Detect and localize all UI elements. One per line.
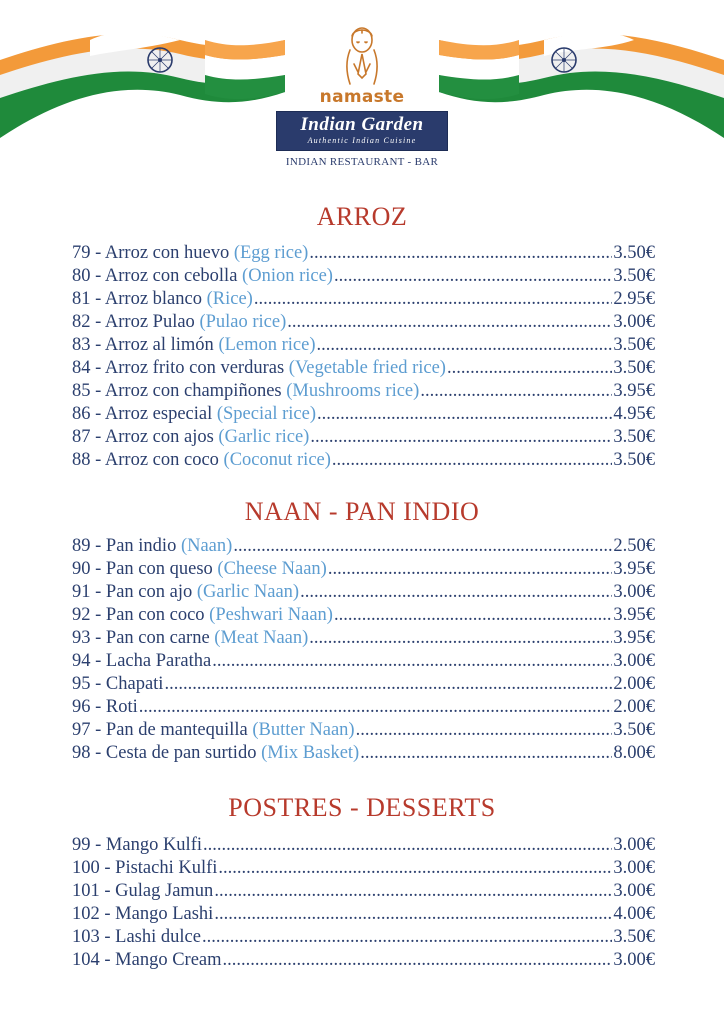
item-name-en: (Meat Naan) <box>214 628 309 648</box>
item-name <box>72 581 299 604</box>
item-name-en: (Pulao rice) <box>199 312 287 332</box>
section-title-postres: POSTRES - DESSERTS <box>228 793 496 822</box>
restaurant-type: INDIAN RESTAURANT - BAR <box>285 156 439 168</box>
item-price: 3.95€ <box>613 559 655 579</box>
dot-leader <box>300 581 612 604</box>
item-name-es: 94 - Lacha Paratha <box>72 651 212 671</box>
item-name <box>72 449 331 472</box>
item-name-en: (Lemon rice) <box>218 335 316 355</box>
item-name-es: 95 - Chapati <box>72 674 164 694</box>
item-name <box>72 926 201 949</box>
menu-item <box>72 265 655 288</box>
item-name <box>72 949 222 972</box>
item-price: 4.00€ <box>613 904 655 924</box>
item-name-en: (Butter Naan) <box>252 720 355 740</box>
menu-item <box>72 558 655 581</box>
dot-leader <box>164 673 612 696</box>
item-name <box>72 742 359 765</box>
item-price: 3.00€ <box>613 950 655 970</box>
item-name-es: 89 - Pan indio <box>72 536 181 556</box>
menu-item <box>72 627 655 650</box>
item-price: 8.00€ <box>613 743 655 763</box>
menu-item <box>72 903 655 926</box>
menu-item <box>72 334 655 357</box>
item-price: 3.50€ <box>613 450 655 470</box>
item-price: 3.00€ <box>613 858 655 878</box>
dot-leader <box>139 696 613 719</box>
garden-badge <box>276 111 448 151</box>
item-price: 3.50€ <box>613 266 655 286</box>
item-name-en: (Mushrooms rice) <box>286 381 420 401</box>
menu-item <box>72 696 655 719</box>
dot-leader <box>356 719 613 742</box>
dot-leader <box>254 288 613 311</box>
item-name-es: 91 - Pan con ajo <box>72 582 197 602</box>
menu-item <box>72 242 655 265</box>
menu-item <box>72 650 655 673</box>
item-name-en: (Mix Basket) <box>261 743 360 763</box>
item-name-es: 81 - Arroz blanco <box>72 289 207 309</box>
item-name-es: 104 - Mango Cream <box>72 950 222 970</box>
dot-leader <box>328 558 613 581</box>
item-name <box>72 903 213 926</box>
section-title-naan: NAAN - PAN INDIO <box>244 497 480 526</box>
item-name-es: 82 - Arroz Pulao <box>72 312 200 332</box>
item-name <box>72 426 309 449</box>
item-price: 2.95€ <box>613 289 655 309</box>
item-price: 3.00€ <box>613 881 655 901</box>
item-name <box>72 604 333 627</box>
brand-word: namaste <box>319 87 405 107</box>
item-name <box>72 357 446 380</box>
item-price: 3.00€ <box>613 312 655 332</box>
dot-leader <box>287 311 612 334</box>
item-name <box>72 834 202 857</box>
item-price: 3.95€ <box>613 605 655 625</box>
item-price: 3.50€ <box>613 335 655 355</box>
menu-item <box>72 673 655 696</box>
item-price: 3.50€ <box>613 427 655 447</box>
item-name <box>72 380 419 403</box>
menu-item <box>72 403 655 426</box>
item-name-es: 90 - Pan con queso <box>72 559 218 579</box>
item-name <box>72 650 211 673</box>
dot-leader <box>233 535 612 558</box>
item-name-en: (Vegetable fried rice) <box>288 358 446 378</box>
item-name-es: 96 - Roti <box>72 697 138 717</box>
dot-leader <box>214 880 612 903</box>
item-name-es: 79 - Arroz con huevo <box>72 243 234 263</box>
dot-leader <box>334 265 612 288</box>
item-name-es: 83 - Arroz al limón <box>72 335 219 355</box>
item-price: 2.50€ <box>613 536 655 556</box>
item-name-es: 86 - Arroz especial <box>72 404 217 424</box>
item-price: 2.00€ <box>613 697 655 717</box>
item-price: 3.00€ <box>613 651 655 671</box>
restaurant-logo <box>0 24 724 168</box>
item-name-es: 80 - Arroz con cebolla <box>72 266 243 286</box>
item-name-en: (Rice) <box>206 289 253 309</box>
menu-list-arroz <box>72 242 655 472</box>
item-name <box>72 403 316 426</box>
item-price: 3.50€ <box>613 927 655 947</box>
item-price: 3.95€ <box>613 628 655 648</box>
dot-leader <box>309 627 612 650</box>
item-name-en: (Onion rice) <box>242 266 333 286</box>
dot-leader <box>212 650 612 673</box>
item-name <box>72 535 232 558</box>
menu-item <box>72 880 655 903</box>
dot-leader <box>334 604 612 627</box>
item-name-es: 85 - Arroz con champiñones <box>72 381 287 401</box>
menu-list-postres <box>72 834 655 972</box>
menu-item <box>72 535 655 558</box>
dot-leader <box>214 903 612 926</box>
item-price: 3.50€ <box>613 720 655 740</box>
dot-leader <box>360 742 612 765</box>
item-name <box>72 673 163 696</box>
dot-leader <box>223 949 613 972</box>
item-name <box>72 696 138 719</box>
item-name-es: 103 - Lashi dulce <box>72 927 201 947</box>
item-price: 3.95€ <box>613 381 655 401</box>
item-name <box>72 558 327 581</box>
namaste-figure-icon <box>340 24 384 88</box>
item-name-es: 92 - Pan con coco <box>72 605 210 625</box>
garden-tagline: Authentic Indian Cuisine <box>307 136 417 145</box>
item-name-en: (Peshwari Naan) <box>209 605 333 625</box>
item-name-es: 102 - Mango Lashi <box>72 904 214 924</box>
item-name-en: (Cheese Naan) <box>217 559 327 579</box>
item-name-es: 99 - Mango Kulfi <box>72 835 202 855</box>
item-name <box>72 242 308 265</box>
item-name-en: (Naan) <box>180 536 233 556</box>
item-name-es: 97 - Pan de mantequilla <box>72 720 253 740</box>
dot-leader <box>203 834 612 857</box>
menu-item <box>72 926 655 949</box>
menu-item <box>72 380 655 403</box>
menu-item <box>72 581 655 604</box>
item-price: 3.50€ <box>613 243 655 263</box>
dot-leader <box>317 334 613 357</box>
item-price: 3.00€ <box>613 835 655 855</box>
item-name-en: (Special rice) <box>216 404 316 424</box>
menu-item <box>72 357 655 380</box>
menu-item <box>72 604 655 627</box>
item-name-es: 93 - Pan con carne <box>72 628 215 648</box>
dot-leader <box>218 857 612 880</box>
item-name-en: (Garlic Naan) <box>196 582 300 602</box>
menu-item <box>72 949 655 972</box>
dot-leader <box>309 242 612 265</box>
dot-leader <box>420 380 612 403</box>
item-name <box>72 334 316 357</box>
item-name <box>72 880 213 903</box>
item-price: 4.95€ <box>613 404 655 424</box>
item-name-en: (Coconut rice) <box>223 450 331 470</box>
dot-leader <box>447 357 612 380</box>
menu-item <box>72 719 655 742</box>
dot-leader <box>202 926 612 949</box>
menu-item <box>72 311 655 334</box>
item-name-es: 101 - Gulag Jamun <box>72 881 214 901</box>
menu-item <box>72 288 655 311</box>
item-price: 3.50€ <box>613 358 655 378</box>
dot-leader <box>317 403 612 426</box>
menu-item <box>72 834 655 857</box>
menu-list-naan <box>72 535 655 765</box>
menu-item <box>72 742 655 765</box>
section-title-arroz: ARROZ <box>316 202 408 231</box>
item-name-en: (Egg rice) <box>233 243 309 263</box>
item-name-es: 98 - Cesta de pan surtido <box>72 743 262 763</box>
item-name <box>72 627 308 650</box>
item-name-en: (Garlic rice) <box>218 427 310 447</box>
garden-name: Indian Garden <box>300 114 424 135</box>
item-price: 2.00€ <box>613 674 655 694</box>
item-name <box>72 857 217 880</box>
menu-item <box>72 426 655 449</box>
item-name <box>72 265 333 288</box>
item-name-es: 100 - Pistachi Kulfi <box>72 858 218 878</box>
menu-item <box>72 857 655 880</box>
item-price: 3.00€ <box>613 582 655 602</box>
dot-leader <box>332 449 612 472</box>
item-name-es: 87 - Arroz con ajos <box>72 427 219 447</box>
item-name <box>72 288 253 311</box>
item-name-es: 84 - Arroz frito con verduras <box>72 358 289 378</box>
menu-item <box>72 449 655 472</box>
item-name-es: 88 - Arroz con coco <box>72 450 224 470</box>
dot-leader <box>310 426 612 449</box>
item-name <box>72 311 286 334</box>
item-name <box>72 719 355 742</box>
